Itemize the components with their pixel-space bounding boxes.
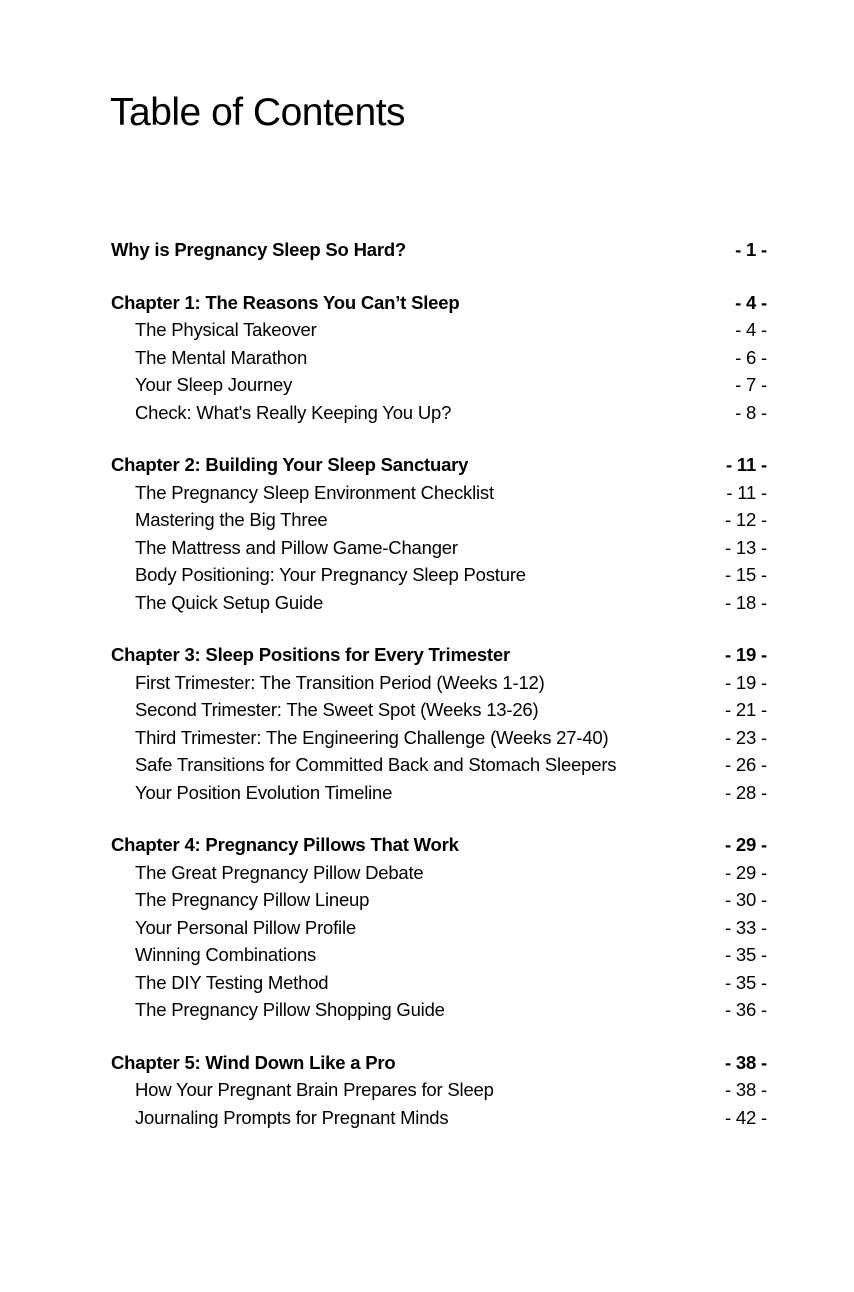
toc-entry-page-number: - 11 - (726, 454, 767, 475)
toc-entry-heading[interactable] (111, 831, 767, 859)
toc-section (111, 451, 767, 616)
toc-entry-sub[interactable] (111, 479, 767, 507)
toc-entry-label: Your Sleep Journey (135, 374, 293, 395)
toc-entry-page-number: - 15 - (725, 564, 767, 585)
page-title: Table of Contents (110, 91, 406, 134)
toc-entry-label: Chapter 4: Pregnancy Pillows That Work (111, 834, 459, 855)
toc-entry-label: Mastering the Big Three (135, 509, 328, 530)
toc-entry-heading[interactable] (111, 1049, 767, 1077)
toc-entry-label: The Pregnancy Sleep Environment Checklist (135, 481, 494, 503)
toc-entry-page-number: - 7 - (735, 374, 767, 395)
toc-entry-heading[interactable] (111, 641, 767, 669)
toc-entry-sub[interactable] (111, 751, 767, 779)
toc-entry-sub[interactable] (111, 969, 767, 997)
toc-entry-label: Chapter 3: Sleep Positions for Every Trimester (111, 644, 510, 665)
toc-entry-sub[interactable] (111, 1104, 767, 1132)
toc-entry-label: Chapter 5: Wind Down Like a Pro (111, 1051, 396, 1073)
toc-entry-page-number: - 12 - (725, 509, 767, 530)
toc-entry-page-number: - 1 - (735, 239, 767, 260)
toc-entry-label: The DIY Testing Method (135, 971, 329, 993)
toc-entry-page-number: - 6 - (735, 346, 767, 368)
toc-entry-label: The Physical Takeover (135, 319, 317, 340)
toc-entry-page-number: - 13 - (725, 536, 767, 558)
toc-entry-label: Safe Transitions for Committed Back and Stomach Sleepers (135, 754, 617, 775)
toc-entry-label: How Your Pregnant Brain Prepares for Sleep (135, 1079, 494, 1100)
toc-entry-label: The Mattress and Pillow Game-Changer (135, 536, 458, 558)
toc-entry-page-number: - 29 - (725, 834, 767, 855)
toc-entry-page-number: - 8 - (735, 401, 767, 423)
toc-entry-sub[interactable] (111, 696, 767, 724)
toc-entry-page-number: - 38 - (725, 1079, 767, 1100)
toc-entry-sub[interactable] (111, 371, 767, 399)
toc-entry-page-number: - 21 - (725, 699, 767, 720)
toc-entry-sub[interactable] (111, 859, 767, 887)
toc-entry-label: Chapter 2: Building Your Sleep Sanctuary (111, 454, 469, 475)
toc-entry-page-number: - 36 - (725, 999, 767, 1020)
toc-entry-sub[interactable] (111, 669, 767, 697)
toc-entry-sub[interactable] (111, 534, 767, 562)
toc-entry-label: Why is Pregnancy Sleep So Hard? (111, 239, 407, 260)
toc-section (111, 831, 767, 1024)
toc-entry-sub[interactable] (111, 561, 767, 589)
toc-entry-label: First Trimester: The Transition Period (Weeks 1-12) (135, 671, 545, 693)
toc-section (111, 236, 767, 264)
toc-entry-label: Check: What's Really Keeping You Up? (135, 401, 452, 423)
toc-entry-sub[interactable] (111, 399, 767, 427)
toc-entry-label: The Quick Setup Guide (135, 591, 324, 613)
toc-entry-label: Your Personal Pillow Profile (135, 916, 356, 938)
toc-entry-sub[interactable] (111, 316, 767, 344)
toc-entry-label: Winning Combinations (135, 944, 317, 965)
toc-entry-label: The Great Pregnancy Pillow Debate (135, 861, 424, 883)
toc-entry-heading[interactable] (111, 289, 767, 317)
toc-entry-page-number: - 29 - (725, 861, 767, 883)
toc-section (111, 289, 767, 427)
toc-entry-label: Your Position Evolution Timeline (135, 781, 393, 803)
toc-section (111, 641, 767, 806)
toc-entry-page-number: - 18 - (725, 591, 767, 613)
toc-entry-page-number: - 35 - (725, 944, 767, 965)
toc-entry-page-number: - 30 - (725, 889, 767, 910)
toc-entry-page-number: - 23 - (725, 726, 767, 748)
toc-entry-label: Second Trimester: The Sweet Spot (Weeks 13-26) (135, 699, 539, 720)
toc-entry-sub[interactable] (111, 344, 767, 372)
toc-entry-sub[interactable] (111, 941, 767, 969)
toc-entry-label: The Pregnancy Pillow Shopping Guide (135, 999, 445, 1020)
toc-entry-page-number: - 4 - (735, 319, 767, 340)
toc-entry-page-number: - 38 - (725, 1051, 767, 1073)
toc-entry-heading[interactable] (111, 236, 767, 264)
toc-entry-label: Third Trimester: The Engineering Challenge (Weeks 27-40) (135, 726, 609, 748)
toc-entry-page-number: - 26 - (725, 754, 767, 775)
toc-entry-sub[interactable] (111, 1076, 767, 1104)
toc-entry-sub[interactable] (111, 886, 767, 914)
toc-entry-sub[interactable] (111, 724, 767, 752)
toc-entry-sub[interactable] (111, 996, 767, 1024)
toc-entry-page-number: - 19 - (725, 644, 767, 665)
toc-entry-page-number: - 28 - (725, 781, 767, 803)
toc-entry-sub[interactable] (111, 589, 767, 617)
toc-entry-label: The Pregnancy Pillow Lineup (135, 889, 370, 910)
toc-entry-page-number: - 4 - (735, 291, 767, 313)
toc-entry-label: Chapter 1: The Reasons You Can’t Sleep (111, 291, 460, 313)
toc-entry-label: Journaling Prompts for Pregnant Minds (135, 1106, 449, 1128)
toc-entry-sub[interactable] (111, 779, 767, 807)
toc-entry-page-number: - 33 - (725, 916, 767, 938)
toc-entry-page-number: - 35 - (725, 971, 767, 993)
toc-entry-label: The Mental Marathon (135, 346, 308, 368)
toc-entry-sub[interactable] (111, 914, 767, 942)
table-of-contents (111, 236, 767, 1156)
toc-entry-page-number: - 42 - (725, 1106, 767, 1128)
toc-entry-sub[interactable] (111, 506, 767, 534)
toc-entry-label: Body Positioning: Your Pregnancy Sleep Posture (135, 564, 526, 585)
toc-section (111, 1049, 767, 1132)
toc-entry-page-number: - 19 - (725, 671, 767, 693)
toc-entry-heading[interactable] (111, 451, 767, 479)
toc-entry-page-number: - 11 - (726, 481, 767, 503)
